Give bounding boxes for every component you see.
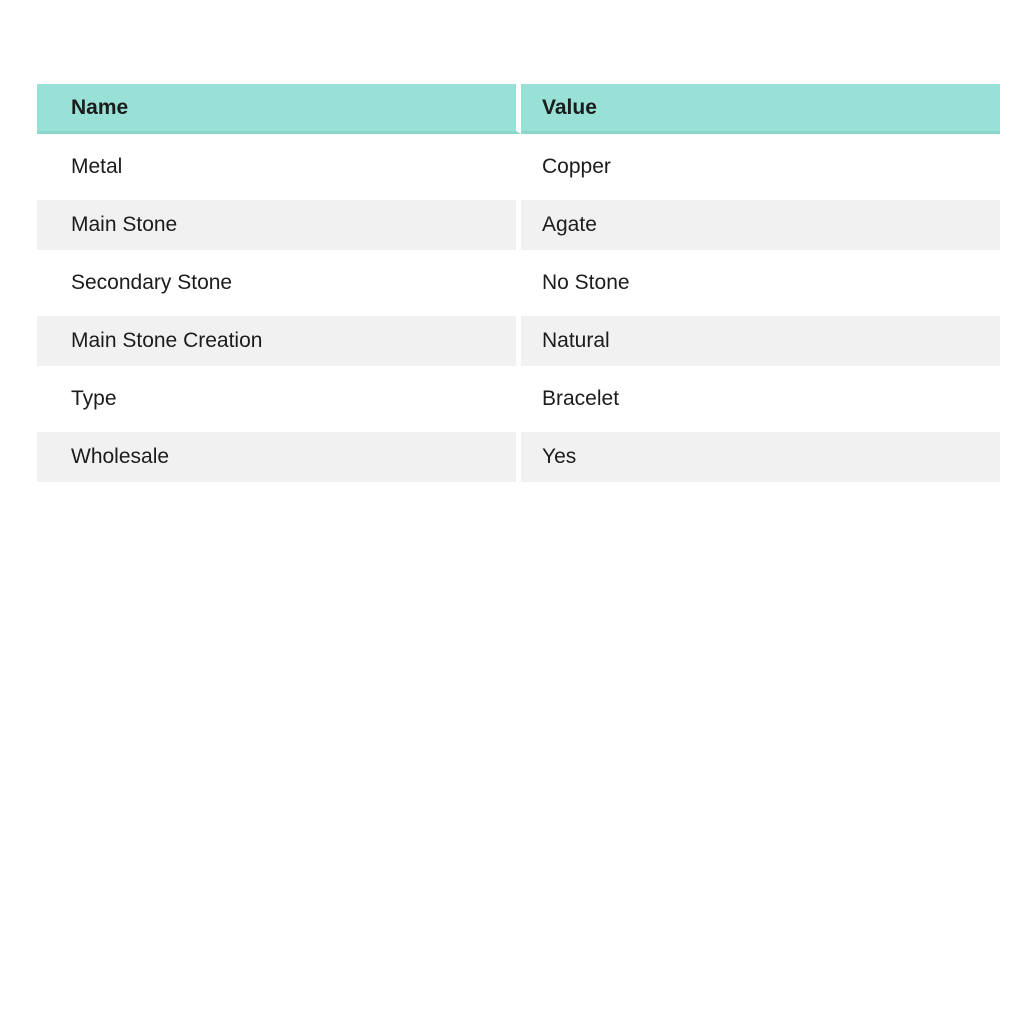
attribute-name: Wholesale — [37, 432, 521, 482]
attribute-value: Bracelet — [542, 387, 620, 410]
table-header-row — [37, 84, 1000, 134]
attribute-name: Main Stone Creation — [37, 316, 521, 366]
attributes-table — [37, 76, 1000, 490]
table-row — [37, 374, 1000, 424]
table-row — [37, 200, 1000, 250]
table-row — [37, 432, 1000, 482]
attribute-value: No Stone — [542, 271, 630, 294]
table-row — [37, 142, 1000, 192]
attribute-name: Type — [37, 374, 521, 424]
column-header-value: Value — [521, 84, 1000, 134]
attribute-value: Agate — [521, 200, 1000, 250]
attribute-value: Copper — [542, 155, 611, 178]
table-row — [37, 316, 1000, 366]
attribute-name: Metal — [37, 142, 521, 192]
attribute-name: Secondary Stone — [37, 258, 521, 308]
column-header-name: Name — [37, 84, 521, 134]
attribute-value: Natural — [521, 316, 1000, 366]
attribute-name: Main Stone — [37, 200, 521, 250]
attribute-value: Yes — [521, 432, 1000, 482]
table-row — [37, 258, 1000, 308]
